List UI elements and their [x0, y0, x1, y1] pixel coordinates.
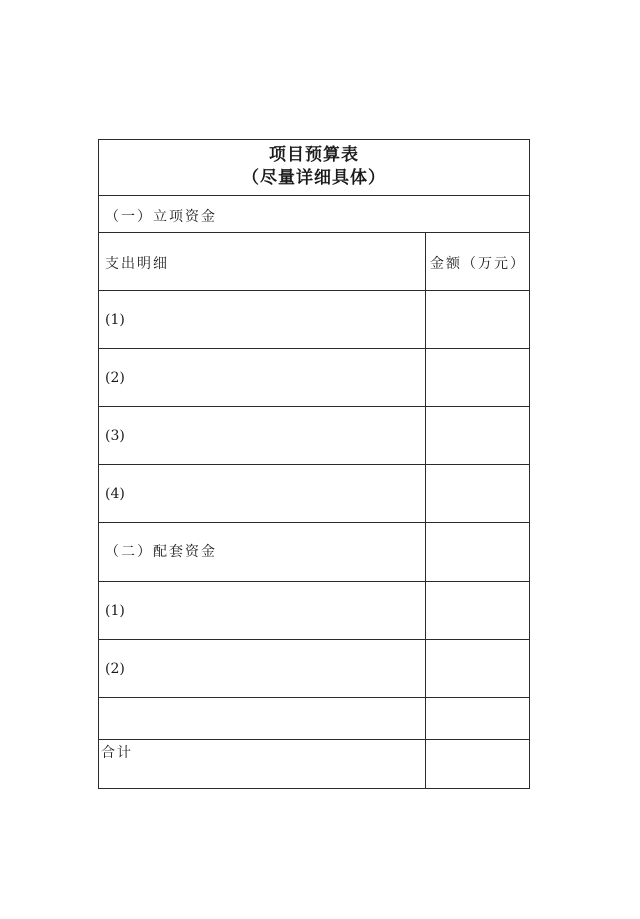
- section-two-heading: （二）配套资金: [105, 544, 217, 560]
- table-row: [99, 582, 529, 640]
- item-label: (1): [105, 312, 125, 328]
- item-label: (1): [105, 603, 125, 619]
- section-one-heading: （一）立项资金: [99, 196, 529, 233]
- blank-row: [99, 698, 529, 740]
- header-expense-detail: 支出明细: [105, 256, 169, 272]
- amount-cell[interactable]: [425, 640, 529, 697]
- table-row: [99, 349, 529, 407]
- budget-table: [98, 139, 530, 789]
- amount-cell[interactable]: [425, 407, 529, 464]
- table-row: [99, 465, 529, 523]
- amount-cell[interactable]: [425, 698, 529, 739]
- total-row: [99, 740, 529, 788]
- blank-cell[interactable]: [99, 698, 425, 739]
- total-label: 合计: [101, 745, 133, 761]
- amount-cell[interactable]: [425, 523, 529, 581]
- header-amount: 金额（万元）: [425, 233, 529, 290]
- amount-cell[interactable]: [425, 582, 529, 639]
- table-row: [99, 291, 529, 349]
- amount-cell[interactable]: [425, 465, 529, 522]
- section-two-row: [99, 523, 529, 582]
- item-label: (2): [105, 661, 125, 677]
- table-row: [99, 407, 529, 465]
- total-amount-cell[interactable]: [425, 740, 529, 788]
- item-label: (4): [105, 486, 125, 502]
- column-header-row: [99, 233, 529, 291]
- table-row: [99, 640, 529, 698]
- table-subtitle: （尽量详细具体）: [242, 168, 386, 188]
- amount-cell[interactable]: [425, 349, 529, 406]
- table-title-row: [99, 140, 529, 196]
- table-title: 项目预算表: [269, 145, 359, 165]
- item-label: (3): [105, 428, 125, 444]
- item-label: (2): [105, 370, 125, 386]
- amount-cell[interactable]: [425, 291, 529, 348]
